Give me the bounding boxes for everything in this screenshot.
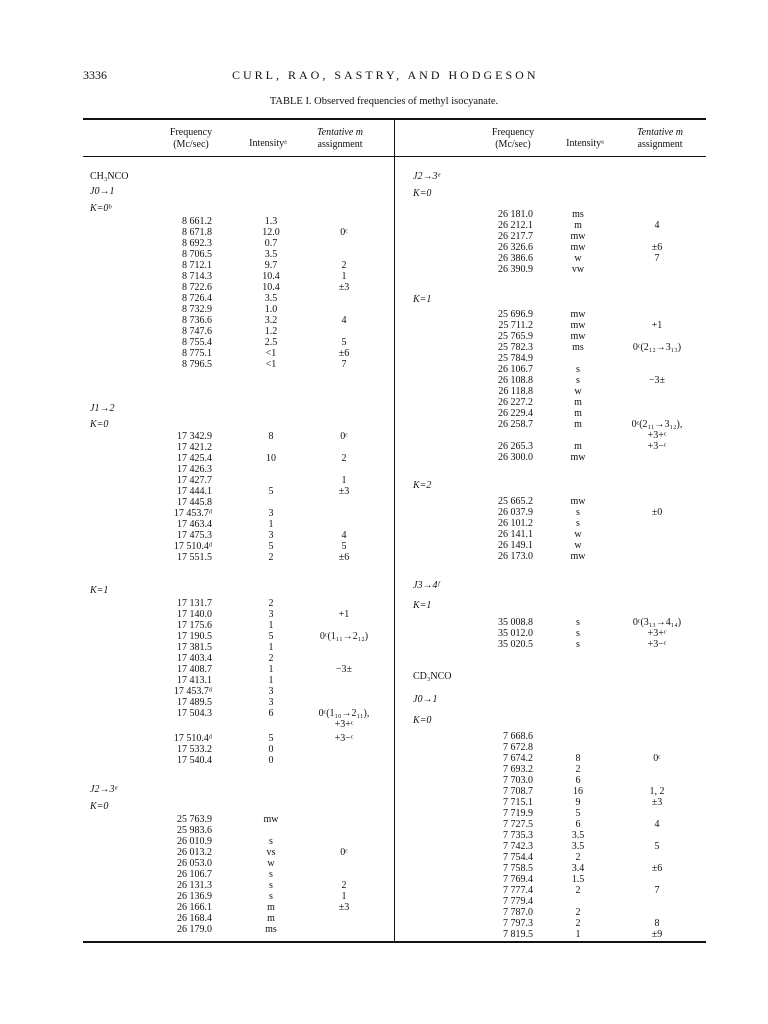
frequency-cell: 26 173.0: [498, 551, 533, 562]
assignment-cell: +3+ᶜ: [334, 719, 354, 730]
assignment-cell: 0ᶜ: [340, 227, 348, 238]
intensity-cell: 1: [268, 664, 274, 675]
assignment-cell: ±6: [651, 242, 663, 253]
assignment-cell: 7: [654, 885, 660, 896]
intensity-cell: 1: [268, 642, 274, 653]
assignment-cell: 5: [341, 541, 347, 552]
right-assignment-header: [620, 127, 700, 150]
frequency-cell: 26 386.6: [498, 253, 533, 264]
frequency-cell: 26 300.0: [498, 452, 533, 463]
group-label: K=0: [413, 188, 432, 199]
intensity-cell: s: [269, 891, 273, 902]
frequency-cell: 25 782.3: [498, 342, 533, 353]
frequency-cell: 26 227.2: [498, 397, 533, 408]
frequency-header-label: Frequency: [491, 127, 535, 138]
frequency-cell: 25 763.9: [177, 814, 212, 825]
intensity-cell: mw: [570, 231, 586, 242]
intensity-cell: 2: [575, 885, 581, 896]
assignment-cell: 0ᶜ: [653, 753, 661, 764]
frequency-cell: 26 390.9: [498, 264, 533, 275]
assignment-cell: +3+ᶜ: [647, 628, 667, 639]
frequency-cell: 17 413.1: [177, 675, 212, 686]
frequency-cell: 7 693.2: [503, 764, 533, 775]
intensity-cell: mw: [570, 551, 586, 562]
frequency-cell: 7 708.7: [503, 786, 533, 797]
intensity-cell: 16: [573, 786, 583, 797]
intensity-cell: 5: [268, 733, 274, 744]
intensity-cell: 3.5: [571, 841, 585, 852]
intensity-cell: 3: [268, 508, 274, 519]
frequency-cell: 8 692.3: [182, 238, 212, 249]
assignment-cell: +3−ᶜ: [647, 639, 667, 650]
frequency-cell: 7 668.6: [503, 731, 533, 742]
frequency-cell: 8 747.6: [182, 326, 212, 337]
frequency-cell: 7 742.3: [503, 841, 533, 852]
intensity-cell: 1.0: [264, 304, 278, 315]
intensity-cell: 3: [268, 686, 274, 697]
intensity-cell: vw: [571, 264, 585, 275]
frequency-cell: 26 053.0: [177, 858, 212, 869]
assignment-cell: 4: [654, 220, 660, 231]
assignment-cell: −3±: [335, 664, 353, 675]
frequency-cell: 26 106.7: [498, 364, 533, 375]
intensity-cell: 1.2: [264, 326, 278, 337]
assignment-cell: 0ᶜ(2₁₂→3₁₃): [632, 342, 682, 353]
frequency-cell: 17 475.3: [177, 530, 212, 541]
frequency-cell: 8 722.6: [182, 282, 212, 293]
group-label: J2→3ᵉ: [90, 784, 118, 795]
group-label: K=0: [90, 419, 109, 430]
assignment-cell: 0ᶜ(1₁₁→2₁₂): [319, 631, 369, 642]
assignment-cell: 0ᶜ: [340, 847, 348, 858]
intensity-cell: m: [574, 220, 582, 231]
intensity-cell: 5: [268, 486, 274, 497]
group-label: K=1: [90, 585, 109, 596]
intensity-cell: w: [574, 386, 582, 397]
intensity-cell: m: [267, 902, 275, 913]
intensity-cell: w: [574, 540, 582, 551]
frequency-unit-label: (Mc/sec): [173, 138, 209, 150]
frequency-cell: 26 149.1: [498, 540, 533, 551]
frequency-cell: 17 510.4ᵈ: [173, 541, 212, 552]
assignment-cell: 2: [341, 260, 347, 271]
intensity-cell: w: [574, 529, 582, 540]
table-caption: TABLE I. Observed frequencies of methyl isocyanate.: [269, 96, 499, 107]
intensity-cell: ms: [265, 924, 277, 935]
frequency-cell: 26 037.9: [498, 507, 533, 518]
intensity-cell: s: [576, 364, 580, 375]
intensity-cell: 6: [268, 708, 274, 719]
intensity-cell: 3.4: [571, 863, 585, 874]
frequency-cell: 17 381.5: [177, 642, 212, 653]
frequency-cell: 25 665.2: [498, 496, 533, 507]
group-label: K=2: [413, 480, 432, 491]
assignment-cell: 0ᶜ(3₁₃→4₁₄): [632, 617, 682, 628]
intensity-cell: 8: [575, 753, 581, 764]
intensity-cell: s: [576, 375, 580, 386]
frequency-header-label: Frequency: [169, 127, 213, 138]
frequency-cell: 17 504.3: [177, 708, 212, 719]
frequency-cell: 8 706.5: [182, 249, 212, 260]
assignment-cell: 7: [654, 253, 660, 264]
intensity-cell: 3: [268, 609, 274, 620]
intensity-cell: 0.7: [264, 238, 278, 249]
intensity-cell: mw: [570, 320, 586, 331]
group-label: CH₃NCO: [90, 171, 129, 182]
frequency-cell: 17 453.7ᵈ: [173, 508, 212, 519]
intensity-cell: 1.3: [264, 216, 278, 227]
group-label: J0→1: [413, 694, 438, 705]
frequency-cell: 26 013.2: [177, 847, 212, 858]
frequency-cell: 26 168.4: [177, 913, 212, 924]
intensity-cell: 1.5: [571, 874, 585, 885]
frequency-cell: 17 540.4: [177, 755, 212, 766]
intensity-cell: <1: [265, 348, 277, 359]
frequency-cell: 17 131.7: [177, 598, 212, 609]
right-frequency-header: [478, 127, 548, 150]
assignment-cell: ±6: [338, 552, 350, 563]
intensity-cell: w: [574, 253, 582, 264]
intensity-cell: m: [574, 408, 582, 419]
assignment-cell: 5: [654, 841, 660, 852]
left-frequency-header: [156, 127, 226, 150]
assignment-cell: 5: [341, 337, 347, 348]
frequency-cell: 8 775.1: [182, 348, 212, 359]
frequency-cell: 35 012.0: [498, 628, 533, 639]
intensity-cell: m: [267, 913, 275, 924]
intensity-cell: 10.4: [262, 271, 280, 282]
frequency-cell: 26 106.7: [177, 869, 212, 880]
intensity-cell: s: [269, 880, 273, 891]
frequency-cell: 26 212.1: [498, 220, 533, 231]
frequency-cell: 25 711.2: [498, 320, 533, 331]
frequency-cell: 17 510.4ᵈ: [173, 733, 212, 744]
group-label: J3→4ᶠ: [413, 580, 440, 591]
frequency-cell: 26 229.4: [498, 408, 533, 419]
frequency-cell: 8 661.2: [182, 216, 212, 227]
assignment-cell: 1: [341, 891, 347, 902]
page-number: 3336: [83, 68, 107, 82]
intensity-cell: 1: [268, 620, 274, 631]
intensity-cell: 2: [575, 918, 581, 929]
intensity-cell: 2.5: [264, 337, 278, 348]
frequency-cell: 17 427.7: [177, 475, 212, 486]
frequency-cell: 26 166.1: [177, 902, 212, 913]
intensity-cell: m: [574, 419, 582, 430]
assignment-cell: ±3: [338, 486, 350, 497]
intensity-cell: ms: [572, 209, 584, 220]
assignment-cell: ±6: [651, 863, 663, 874]
intensity-cell: 9.7: [264, 260, 278, 271]
assignment-cell: 0ᶜ(2₁₁→3₁₂),: [631, 419, 683, 430]
intensity-cell: 5: [575, 808, 581, 819]
frequency-unit-label: (Mc/sec): [495, 138, 531, 150]
frequency-cell: 17 175.6: [177, 620, 212, 631]
assignment-cell: 4: [341, 530, 347, 541]
assignment-cell: +3−ᶜ: [334, 733, 354, 744]
intensity-cell: 5: [268, 631, 274, 642]
frequency-cell: 7 727.5: [503, 819, 533, 830]
assignment-cell: 2: [341, 880, 347, 891]
frequency-cell: 7 787.0: [503, 907, 533, 918]
group-label: CD₃NCO: [413, 671, 452, 682]
assignment-cell: ±3: [338, 282, 350, 293]
frequency-cell: 17 426.3: [177, 464, 212, 475]
intensity-cell: s: [576, 639, 580, 650]
frequency-cell: 26 118.8: [498, 386, 533, 397]
assignment-cell: ±6: [338, 348, 350, 359]
assignment-header-label: Tentative m: [636, 127, 683, 138]
intensity-cell: 3.5: [264, 293, 278, 304]
frequency-cell: 8 755.4: [182, 337, 212, 348]
group-label: J1→2: [90, 403, 115, 414]
frequency-cell: 25 696.9: [498, 309, 533, 320]
intensity-cell: 9: [575, 797, 581, 808]
intensity-cell: mw: [570, 331, 586, 342]
frequency-cell: 17 551.5: [177, 552, 212, 563]
assignment-cell: +3+ᶜ: [647, 430, 667, 441]
frequency-cell: 7 715.1: [503, 797, 533, 808]
intensity-cell: vs: [266, 847, 276, 858]
assignment-cell: ±3: [338, 902, 350, 913]
column-divider: [394, 118, 395, 943]
intensity-cell: <1: [265, 359, 277, 370]
intensity-cell: 3.5: [571, 830, 585, 841]
frequency-cell: 26 258.7: [498, 419, 533, 430]
assignment-cell: 7: [341, 359, 347, 370]
intensity-cell: 0: [268, 744, 274, 755]
frequency-cell: 17 403.4: [177, 653, 212, 664]
intensity-cell: s: [576, 518, 580, 529]
frequency-cell: 8 714.3: [182, 271, 212, 282]
intensity-cell: mw: [570, 452, 586, 463]
group-label: K=0: [413, 715, 432, 726]
intensity-cell: m: [574, 441, 582, 452]
frequency-cell: 26 326.6: [498, 242, 533, 253]
assignment-cell: ±0: [651, 507, 663, 518]
frequency-cell: 17 342.9: [177, 431, 212, 442]
assignment-cell: +1: [338, 609, 350, 620]
intensity-cell: 1: [268, 519, 274, 530]
frequency-cell: 8 712.1: [182, 260, 212, 271]
intensity-cell: mw: [263, 814, 279, 825]
group-label: J0→1: [90, 186, 115, 197]
frequency-cell: 7 674.2: [503, 753, 533, 764]
left-intensity-header: Intensityᵃ: [249, 138, 287, 149]
frequency-cell: 7 797.3: [503, 918, 533, 929]
intensity-cell: 5: [268, 541, 274, 552]
frequency-cell: 8 736.6: [182, 315, 212, 326]
frequency-cell: 8 796.5: [182, 359, 212, 370]
intensity-cell: 2: [268, 653, 274, 664]
group-label: J2→3ᵉ: [413, 171, 441, 182]
intensity-cell: 2: [575, 852, 581, 863]
intensity-cell: 1: [268, 675, 274, 686]
intensity-cell: mw: [570, 496, 586, 507]
intensity-cell: mw: [570, 242, 586, 253]
frequency-cell: 7 672.8: [503, 742, 533, 753]
frequency-cell: 26 108.8: [498, 375, 533, 386]
frequency-cell: 17 533.2: [177, 744, 212, 755]
intensity-cell: s: [576, 628, 580, 639]
assignment-cell: +1: [651, 320, 663, 331]
intensity-cell: 3: [268, 530, 274, 541]
frequency-cell: 26 010.9: [177, 836, 212, 847]
intensity-cell: 6: [575, 819, 581, 830]
intensity-cell: 3.5: [264, 249, 278, 260]
frequency-cell: 25 765.9: [498, 331, 533, 342]
intensity-cell: 0: [268, 755, 274, 766]
assignment-cell: ±3: [651, 797, 663, 808]
frequency-cell: 26 181.0: [498, 209, 533, 220]
intensity-cell: w: [267, 858, 275, 869]
intensity-cell: ms: [572, 342, 584, 353]
assignment-cell: 4: [341, 315, 347, 326]
group-label: K=1: [413, 600, 432, 611]
frequency-cell: 17 425.4: [177, 453, 212, 464]
frequency-cell: 35 020.5: [498, 639, 533, 650]
frequency-cell: 26 179.0: [177, 924, 212, 935]
frequency-cell: 17 489.5: [177, 697, 212, 708]
frequency-cell: 17 140.0: [177, 609, 212, 620]
assignment-cell: −3±: [648, 375, 666, 386]
intensity-cell: 3: [268, 697, 274, 708]
intensity-cell: 12.0: [262, 227, 280, 238]
intensity-cell: 3.2: [264, 315, 278, 326]
frequency-cell: 17 453.7ᵈ: [173, 686, 212, 697]
frequency-cell: 7 819.5: [503, 929, 533, 940]
frequency-cell: 26 217.7: [498, 231, 533, 242]
assignment-cell: +3−ᶜ: [647, 441, 667, 452]
right-intensity-header: Intensityᵃ: [566, 138, 604, 149]
group-label: K=1: [413, 294, 432, 305]
frequency-cell: 26 131.3: [177, 880, 212, 891]
frequency-cell: 7 758.5: [503, 863, 533, 874]
frequency-cell: 35 008.8: [498, 617, 533, 628]
intensity-cell: 2: [268, 598, 274, 609]
frequency-cell: 25 784.9: [498, 353, 533, 364]
frequency-cell: 7 754.4: [503, 852, 533, 863]
intensity-cell: 1: [575, 929, 581, 940]
left-assignment-header: [300, 127, 380, 150]
frequency-cell: 8 671.8: [182, 227, 212, 238]
group-label: K=0ᵇ: [90, 203, 112, 214]
frequency-cell: 17 463.4: [177, 519, 212, 530]
assignment-cell: 8: [654, 918, 660, 929]
intensity-cell: 8: [268, 431, 274, 442]
assignment-header-label-2: assignment: [317, 138, 363, 150]
assignment-cell: 2: [341, 453, 347, 464]
intensity-cell: mw: [570, 309, 586, 320]
intensity-cell: 2: [575, 764, 581, 775]
assignment-cell: 1, 2: [649, 786, 665, 797]
assignment-cell: 4: [654, 819, 660, 830]
intensity-cell: 2: [575, 907, 581, 918]
group-label: K=0: [90, 801, 109, 812]
frequency-cell: 17 421.2: [177, 442, 212, 453]
frequency-cell: 7 719.9: [503, 808, 533, 819]
assignment-cell: 1: [341, 271, 347, 282]
frequency-cell: 7 703.0: [503, 775, 533, 786]
intensity-cell: s: [576, 617, 580, 628]
intensity-cell: s: [576, 507, 580, 518]
frequency-cell: 8 732.9: [182, 304, 212, 315]
assignment-cell: 0ᶜ(1₁₀→2₁₁),: [318, 708, 370, 719]
intensity-cell: s: [269, 869, 273, 880]
assignment-cell: 0ᶜ: [340, 431, 348, 442]
frequency-cell: 7 769.4: [503, 874, 533, 885]
assignment-cell: ±9: [651, 929, 663, 940]
running-head: CURL, RAO, SASTRY, AND HODGESON: [232, 68, 539, 82]
frequency-cell: 25 983.6: [177, 825, 212, 836]
frequency-cell: 7 777.4: [503, 885, 533, 896]
frequency-cell: 17 445.8: [177, 497, 212, 508]
frequency-cell: 17 408.7: [177, 664, 212, 675]
frequency-cell: 26 265.3: [498, 441, 533, 452]
frequency-cell: 7 779.4: [503, 896, 533, 907]
intensity-cell: s: [269, 836, 273, 847]
frequency-cell: 8 726.4: [182, 293, 212, 304]
frequency-cell: 26 141.1: [498, 529, 533, 540]
intensity-cell: 2: [268, 552, 274, 563]
frequency-cell: 26 136.9: [177, 891, 212, 902]
frequency-cell: 26 101.2: [498, 518, 533, 529]
frequency-cell: 17 190.5: [177, 631, 212, 642]
frequency-cell: 7 735.3: [503, 830, 533, 841]
intensity-cell: 10: [266, 453, 276, 464]
intensity-cell: 10.4: [262, 282, 280, 293]
intensity-cell: m: [574, 397, 582, 408]
assignment-header-label-2: assignment: [637, 138, 683, 150]
frequency-cell: 17 444.1: [177, 486, 212, 497]
intensity-cell: 6: [575, 775, 581, 786]
assignment-header-label: Tentative m: [316, 127, 363, 138]
assignment-cell: 1: [341, 475, 347, 486]
